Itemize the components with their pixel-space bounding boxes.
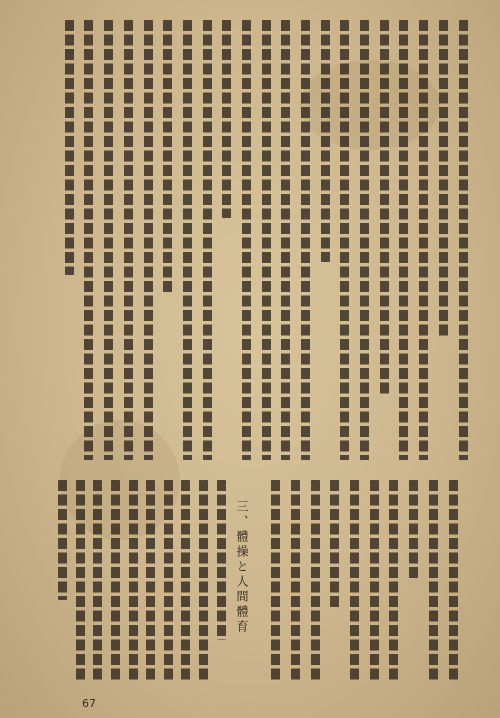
bottom-left-text-block <box>52 480 228 680</box>
text-column <box>107 480 122 680</box>
text-line <box>459 20 468 460</box>
text-line <box>429 480 438 680</box>
text-line <box>146 480 155 680</box>
text-line <box>84 20 93 460</box>
text-column <box>142 480 157 680</box>
text-column <box>213 480 228 680</box>
text-column <box>54 480 69 680</box>
text-column <box>425 480 443 680</box>
text-line <box>104 20 113 460</box>
text-line <box>164 480 173 680</box>
text-line <box>76 480 85 680</box>
text-line <box>301 20 310 460</box>
text-column <box>159 20 177 460</box>
text-column <box>267 480 285 680</box>
text-column <box>258 20 276 460</box>
text-line <box>439 20 448 337</box>
text-line <box>183 20 192 460</box>
section-heading: 三、體操と人間體育 <box>235 500 249 635</box>
text-line <box>399 20 408 460</box>
text-line <box>199 480 208 680</box>
text-line <box>389 480 398 680</box>
text-column <box>125 480 140 680</box>
text-line <box>291 480 300 680</box>
text-column <box>238 20 256 460</box>
text-column <box>346 480 364 680</box>
text-line <box>111 480 120 680</box>
text-line <box>271 480 280 680</box>
text-line <box>409 480 418 580</box>
text-line <box>311 480 320 680</box>
text-column <box>218 20 236 460</box>
text-column <box>72 480 87 680</box>
text-line <box>65 20 74 275</box>
text-column <box>177 480 192 680</box>
text-column <box>356 20 374 460</box>
text-column <box>80 20 98 460</box>
text-line <box>163 20 172 293</box>
text-column <box>445 480 463 680</box>
bottom-right-text-block <box>262 480 462 680</box>
text-column <box>336 20 354 460</box>
text-line <box>262 20 271 460</box>
text-column <box>195 480 210 680</box>
text-column <box>89 480 104 680</box>
page-number: 67 <box>82 697 96 710</box>
text-line <box>360 20 369 460</box>
text-column <box>61 20 79 460</box>
text-column <box>307 480 325 680</box>
text-line <box>340 20 349 460</box>
text-line <box>380 20 389 394</box>
text-line <box>350 480 359 680</box>
text-line <box>449 480 458 680</box>
text-column <box>435 20 453 460</box>
text-column <box>287 480 305 680</box>
text-column <box>366 480 384 680</box>
text-line <box>242 20 251 460</box>
text-column <box>415 20 433 460</box>
text-line <box>129 480 138 680</box>
text-column <box>160 480 175 680</box>
text-line <box>93 480 102 680</box>
text-column <box>277 20 295 460</box>
text-column <box>405 480 423 680</box>
text-line <box>203 20 212 460</box>
text-line <box>321 20 330 262</box>
text-line <box>370 480 379 680</box>
text-line <box>281 20 290 460</box>
text-line <box>217 480 226 640</box>
text-column <box>297 20 315 460</box>
text-column <box>100 20 118 460</box>
text-column <box>395 20 413 460</box>
text-column <box>376 20 394 460</box>
text-line <box>330 480 339 610</box>
text-column <box>179 20 197 460</box>
text-column <box>199 20 217 460</box>
text-column <box>455 20 473 460</box>
text-line <box>144 20 153 460</box>
text-column <box>120 20 138 460</box>
text-column <box>140 20 158 460</box>
text-column <box>385 480 403 680</box>
text-line <box>222 20 231 218</box>
text-column <box>317 20 335 460</box>
top-text-block <box>52 20 472 460</box>
text-line <box>58 480 67 600</box>
text-line <box>181 480 190 680</box>
text-line <box>419 20 428 460</box>
text-column <box>326 480 344 680</box>
text-line <box>124 20 133 460</box>
